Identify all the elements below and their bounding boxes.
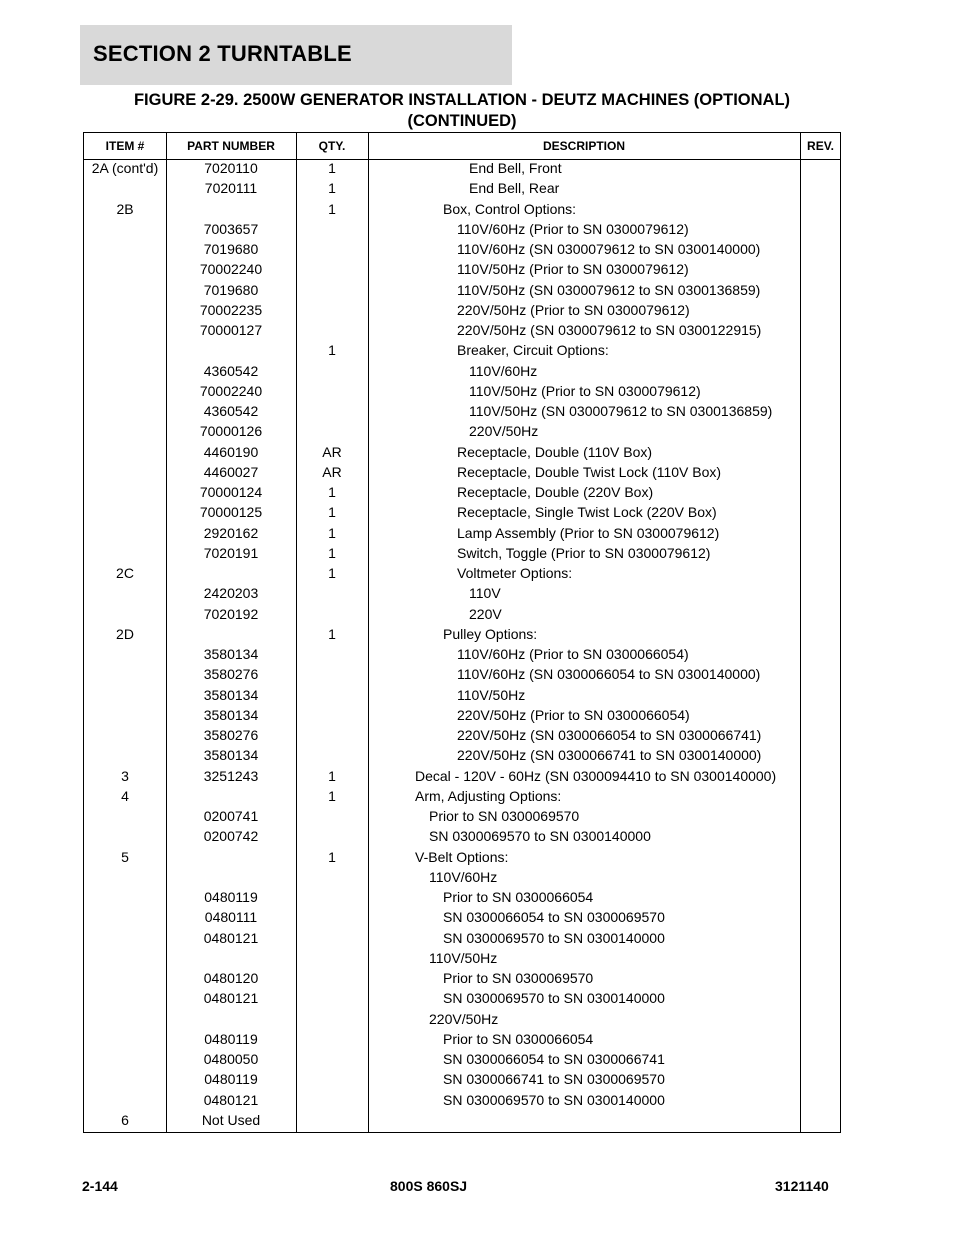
description-cell: Arm, Adjusting Options: (415, 787, 562, 804)
qty-cell: 1 (328, 524, 336, 541)
table-row (84, 403, 840, 423)
description-cell: 220V/50Hz (Prior to SN 0300079612) (457, 301, 690, 318)
part-number-cell: 70000124 (199, 484, 263, 500)
part-number-cell: 0480119 (204, 889, 258, 905)
header-description: DESCRIPTION (542, 139, 625, 153)
part-number-cell: 3580134 (203, 706, 259, 723)
section-banner (80, 25, 512, 85)
table-row (84, 687, 840, 707)
table-row (84, 849, 840, 869)
table-row (84, 525, 840, 545)
table-row (84, 808, 840, 828)
part-number-cell: 7019680 (203, 281, 259, 298)
description-cell: 110V/50Hz (SN 0300079612 to SN 0300136859) (469, 403, 773, 419)
description-cell: 220V/50Hz (429, 1010, 499, 1027)
description-cell: SN 0300069570 to SN 0300140000 (443, 929, 665, 946)
description-cell: 110V/50Hz (Prior to SN 0300079612) (469, 382, 701, 399)
header-part-number: PART NUMBER (187, 139, 275, 153)
qty-cell: AR (322, 443, 342, 460)
description-cell: 110V/60Hz (Prior to SN 0300079612) (457, 220, 689, 237)
table-row (84, 707, 840, 727)
part-number-cell: 7020110 (204, 160, 258, 176)
description-cell: SN 0300069570 to SN 0300140000 (443, 990, 665, 1007)
item-cell: 3 (121, 767, 129, 784)
description-cell: 110V/60Hz (469, 362, 538, 379)
parts-table (83, 132, 841, 1133)
description-cell: SN 0300069570 to SN 0300140000 (443, 1091, 665, 1108)
qty-cell: 1 (328, 180, 336, 197)
description-cell: 110V/60Hz (Prior to SN 0300066054) (457, 646, 689, 662)
description-cell: Pulley Options: (443, 625, 538, 642)
description-cell: Box, Control Options: (443, 200, 577, 217)
table-row (84, 950, 840, 970)
table-row (84, 909, 840, 929)
description-cell: V-Belt Options: (415, 848, 509, 865)
table-row (84, 565, 840, 585)
item-cell: 2B (116, 200, 134, 217)
part-number-cell: 3580276 (203, 727, 259, 743)
description-cell: 110V (469, 585, 501, 602)
part-number-cell: 2420203 (203, 585, 259, 602)
figure-title-line1: FIGURE 2-29. 2500W GENERATOR INSTALLATION - DEUTZ MACHINES (OPTIONAL) (133, 91, 791, 109)
part-number-cell: 0480050 (203, 1051, 259, 1067)
description-cell: Receptacle, Double (220V Box) (457, 484, 654, 500)
item-cell: 4 (121, 787, 129, 804)
description-cell: 110V/60Hz (SN 0300079612 to SN 0300140000) (457, 241, 761, 257)
part-number-cell: 3580134 (203, 646, 259, 662)
table-row (84, 828, 840, 848)
part-number-cell: 7003657 (203, 220, 259, 237)
table-row (84, 889, 840, 909)
part-number-cell: 0480121 (203, 1091, 259, 1108)
part-number-cell: 70002240 (199, 382, 263, 399)
qty-cell: 1 (328, 787, 336, 804)
table-row (84, 484, 840, 504)
description-cell: 110V/60Hz (429, 868, 498, 885)
item-cell: 2C (116, 565, 134, 581)
footer-page-number: 2-144 (82, 1178, 118, 1194)
part-number-cell: 4360542 (203, 362, 259, 379)
table-row (84, 727, 840, 747)
description-cell: 110V/50Hz (457, 686, 526, 703)
description-cell: End Bell, Rear (469, 180, 560, 197)
description-cell: End Bell, Front (469, 160, 562, 176)
table-row (84, 646, 840, 666)
qty-cell: 1 (328, 565, 336, 581)
part-number-cell: 0200741 (203, 808, 259, 824)
table-row (84, 464, 840, 484)
description-cell: SN 0300066054 to SN 0300069570 (443, 909, 665, 926)
table-row (84, 322, 840, 342)
part-number-cell: 0480119 (204, 1071, 258, 1088)
qty-cell: 1 (328, 200, 336, 217)
header-item: ITEM # (105, 139, 145, 153)
table-row (84, 970, 840, 990)
description-cell: 110V/50Hz (Prior to SN 0300079612) (457, 261, 689, 278)
part-number-cell: Not Used (201, 1111, 261, 1128)
table-row (84, 1071, 840, 1091)
part-number-cell: 70000126 (199, 423, 263, 440)
table-row (84, 545, 840, 565)
description-cell: 220V/50Hz (469, 423, 539, 440)
footer-model: 800S 860SJ (390, 1178, 468, 1194)
description-cell: 220V/50Hz (SN 0300066054 to SN 0300066741) (457, 727, 762, 743)
description-cell: 220V/50Hz (Prior to SN 0300066054) (457, 706, 690, 723)
table-row (84, 869, 840, 889)
table-row (84, 1031, 840, 1051)
description-cell: 220V/50Hz (SN 0300079612 to SN 0300122915) (457, 322, 762, 338)
table-row (84, 626, 840, 646)
qty-cell: 1 (328, 160, 336, 176)
part-number-cell: 0480120 (203, 970, 259, 986)
part-number-cell: 70002240 (199, 261, 263, 278)
part-number-cell: 3251243 (203, 767, 259, 784)
description-cell: 110V/50Hz (429, 949, 498, 966)
description-cell: SN 0300066741 to SN 0300069570 (443, 1071, 665, 1088)
table-body (84, 160, 840, 1132)
part-number-cell: 0200742 (203, 828, 259, 845)
figure-title (82, 90, 842, 132)
part-number-cell: 70002235 (199, 301, 263, 318)
part-number-cell: 7020111 (204, 180, 258, 197)
section-title: SECTION 2 TURNTABLE (93, 41, 352, 66)
table-row (84, 363, 840, 383)
part-number-cell: 70000125 (199, 504, 263, 521)
description-cell: Prior to SN 0300066054 (443, 889, 594, 905)
item-cell: 2D (116, 625, 134, 642)
item-cell: 5 (121, 848, 129, 865)
description-cell: 110V/60Hz (SN 0300066054 to SN 0300140000) (457, 666, 761, 683)
part-number-cell: 4460190 (203, 443, 259, 460)
table-row (84, 990, 840, 1010)
description-cell: SN 0300069570 to SN 0300140000 (429, 828, 651, 845)
header-qty: QTY. (318, 139, 346, 153)
table-row (84, 585, 840, 605)
table-row (84, 423, 840, 443)
table-row (84, 160, 840, 180)
part-number-cell: 2920162 (203, 524, 259, 541)
qty-cell: 1 (328, 544, 336, 561)
table-row (84, 342, 840, 362)
qty-cell: 1 (328, 484, 336, 500)
part-number-cell: 7020192 (203, 605, 259, 622)
description-cell: Lamp Assembly (Prior to SN 0300079612) (457, 524, 720, 541)
table-row (84, 180, 840, 200)
table-row (84, 444, 840, 464)
part-number-cell: 3580134 (203, 747, 259, 764)
description-cell: Voltmeter Options: (457, 565, 573, 581)
part-number-cell: 70000127 (199, 322, 263, 338)
table-row (84, 241, 840, 261)
table-row (84, 666, 840, 686)
part-number-cell: 0480121 (203, 929, 259, 946)
part-number-cell: 0480121 (203, 990, 259, 1007)
description-cell: Receptacle, Double Twist Lock (110V Box) (457, 463, 722, 480)
part-number-cell: 3580134 (203, 686, 259, 703)
part-number-cell: 4460027 (203, 463, 259, 480)
description-cell: Prior to SN 0300069570 (429, 808, 580, 824)
part-number-cell: 3580276 (203, 666, 259, 683)
part-number-cell: 4360542 (203, 403, 259, 419)
qty-cell: 1 (328, 625, 336, 642)
table-row (84, 201, 840, 221)
table-row (84, 606, 840, 626)
qty-cell: 1 (328, 767, 336, 784)
header-rev: REV. (807, 139, 834, 153)
qty-cell: 1 (328, 848, 336, 865)
table-row (84, 261, 840, 281)
table-row (84, 302, 840, 322)
qty-cell: 1 (328, 504, 336, 521)
part-number-cell: 0480119 (204, 1030, 258, 1047)
footer-doc-number: 3121140 (775, 1178, 829, 1194)
table-row (84, 1051, 840, 1071)
table-row (84, 282, 840, 302)
description-cell: Prior to SN 0300066054 (443, 1030, 594, 1047)
item-cell: 6 (121, 1111, 129, 1128)
part-number-cell: 7020191 (203, 544, 259, 561)
description-cell: Prior to SN 0300069570 (443, 970, 594, 986)
table-row (84, 1092, 840, 1112)
description-cell: Breaker, Circuit Options: (457, 342, 609, 359)
description-cell: Receptacle, Single Twist Lock (220V Box) (457, 504, 717, 521)
table-row (84, 747, 840, 767)
figure-title-line2: (CONTINUED) (407, 112, 517, 130)
table-row (84, 221, 840, 241)
description-cell: Switch, Toggle (Prior to SN 0300079612) (457, 544, 711, 561)
table-row (84, 383, 840, 403)
part-number-cell: 7019680 (203, 241, 259, 257)
description-cell: 220V (469, 605, 502, 622)
table-row (84, 788, 840, 808)
qty-cell: AR (322, 463, 342, 480)
part-number-cell: 0480111 (204, 909, 258, 926)
description-cell: 220V/50Hz (SN 0300066741 to SN 0300140000) (457, 747, 762, 764)
description-cell: Decal - 120V - 60Hz (SN 0300094410 to SN 0300140000) (415, 767, 777, 784)
table-row (84, 1011, 840, 1031)
item-cell: 2A (cont'd) (91, 160, 159, 176)
description-cell: 110V/50Hz (SN 0300079612 to SN 0300136859) (457, 281, 761, 298)
table-row (84, 504, 840, 524)
description-cell: Receptacle, Double (110V Box) (457, 443, 653, 460)
description-cell: SN 0300066054 to SN 0300066741 (443, 1051, 665, 1067)
table-row (84, 768, 840, 788)
table-row (84, 1112, 840, 1132)
table-row (84, 930, 840, 950)
qty-cell: 1 (328, 342, 336, 359)
